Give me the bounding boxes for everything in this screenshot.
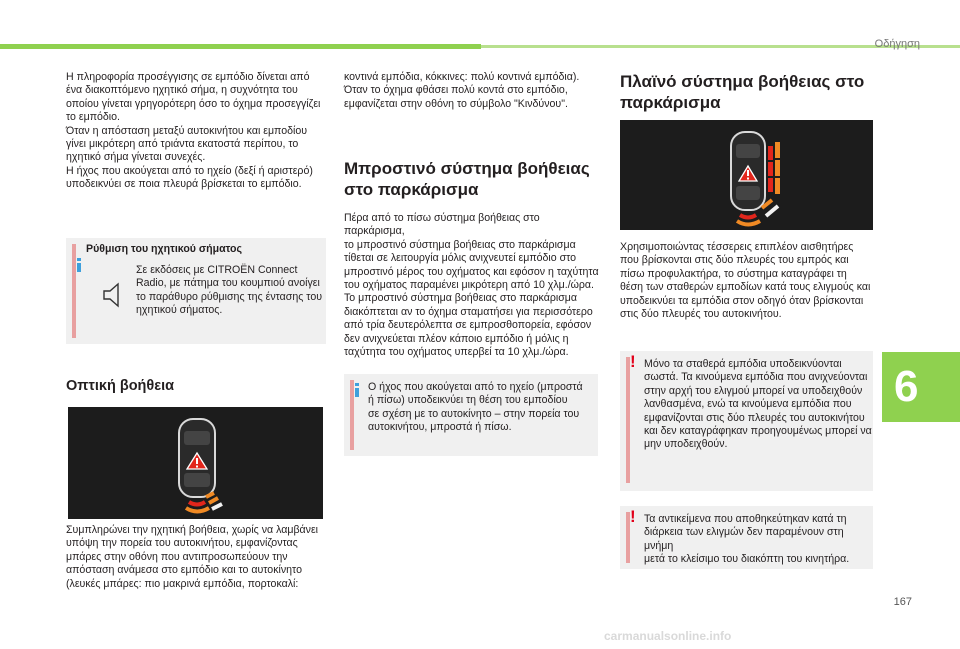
text-line: αυτοκινήτου, μπροστά ή πίσω. <box>368 421 512 434</box>
text-line: σε σχέση με το αυτοκίνητο – στην πορεία του <box>368 407 580 420</box>
car-side-sensors-illustration <box>620 120 873 230</box>
info-icon <box>351 383 363 397</box>
speaker-icon <box>102 282 124 308</box>
heading-line: Πλαϊνό σύστημα βοήθειας στο <box>620 72 865 91</box>
text-line: που βρίσκονται στις δύο πλευρές του εμπρός και <box>620 254 849 267</box>
text-line: σωστά. Τα κινούμενα εμπόδια που ανιχνεύονται <box>644 371 868 384</box>
col2-top <box>344 71 602 111</box>
col3-body <box>620 241 875 321</box>
text-line: εμφανίζεται στην οθόνη το σύμβολο "Κινδύνου". <box>344 97 568 110</box>
text-line: Σε εκδόσεις με CITROËN Connect <box>136 264 298 276</box>
info-icon <box>73 258 85 272</box>
text-line: διακόπτεται αν το όχημα σταματήσει για περισσότερο <box>344 305 593 318</box>
heading-line: στο παρκάρισμα <box>344 180 479 199</box>
text-line: μπροστινό μέρος του οχήματος και εφόσον η ταχύτητα <box>344 265 599 278</box>
chapter-tab: 6 <box>882 352 960 422</box>
text-line: γίνει μικρότερη από τριάντα εκατοστά περίπου, το <box>66 138 299 151</box>
warning-icon: ! <box>630 507 636 526</box>
text-line: εμφανίζονται στις δύο πλευρές του αυτοκινήτου <box>644 411 865 424</box>
speaker-position-note <box>344 374 598 456</box>
note-body <box>368 381 596 435</box>
text-line: στην αρχή του ελιγμού μπορεί να υποδειχθούν <box>644 384 863 397</box>
text-line: υποδεικνύει σε ποια πλευρά βρίσκεται το εμπόδιο. <box>66 178 302 191</box>
text-line: το εμπόδιο. <box>66 111 120 124</box>
text-line: Ο ήχος που ακούγεται από το ηχείο (μπροστά <box>368 381 583 393</box>
text-line: μπάρες στην οθόνη που αντιπροσωπεύουν την <box>66 550 288 563</box>
text-line: πίσω προφυλακτήρα, το σύστημα καταγράφει τη <box>620 267 847 280</box>
text-line: στις δύο πλευρές του αυτοκινήτου. <box>620 308 782 321</box>
car-rear-sensors-illustration <box>68 407 323 519</box>
text-line: του οχήματος παραμένει μικρότερη από 10 χλμ./ώρα. <box>344 279 595 292</box>
text-line: Χρησιμοποιώντας τέσσερεις επιπλέον αισθητήρες <box>620 241 854 253</box>
front-park-assist-heading <box>344 158 590 200</box>
page-number: 167 <box>893 596 912 608</box>
text-line: υπόψη την πορεία του αυτοκινήτου, εμφανίζοντας <box>66 537 298 550</box>
text-line: λανθασμένα, ενώ τα κινούμενα εμπόδια που <box>644 398 852 411</box>
text-line: ή πίσω) υποδεικνύει τη θέση του εμποδίου <box>368 394 568 407</box>
text-line: το παράθυρο ρύθμισης της έντασης του <box>136 290 323 303</box>
rear-parking-display-image <box>68 407 323 519</box>
col2-body <box>344 212 602 359</box>
note-body <box>136 264 326 318</box>
sound-setting-note <box>66 238 326 344</box>
text-line: απόσταση ανάμεσα στο εμπόδιο και το αυτοκίνητο <box>66 564 302 577</box>
text-line: μετά το κλείσιμο του διακόπτη του κινητήρα. <box>644 553 850 566</box>
text-line: ηχητικού σήματος. <box>136 304 223 317</box>
warning-body <box>644 358 872 452</box>
heading-line: παρκάρισμα <box>620 93 721 112</box>
text-line: Το μπροστινό σύστημα βοήθειας στο παρκάρισμα <box>344 292 577 305</box>
text-line: μην υποδειχθούν. <box>644 438 728 451</box>
text-line: ταχύτητα του οχήματος υπερβεί τα 10 χλμ./ώρα. <box>344 346 569 359</box>
text-line: Τα αντικείμενα που αποθηκεύτηκαν κατά τη <box>644 513 847 525</box>
text-line: ένα διακοπτόμενο ηχητικό σήμα, η συχνότητα του <box>66 84 298 97</box>
note-title: Ρύθμιση του ηχητικού σήματος <box>86 243 243 255</box>
text-line: Radio, με πάτημα του κουμπιού ανοίγει <box>136 277 320 290</box>
text-line: Μόνο τα σταθερά εμπόδια υποδεικνύονται <box>644 358 842 370</box>
text-line: θέση των σταθερών εμποδίων κατά τους ελιγμούς και <box>620 281 871 294</box>
text-line: Όταν η απόσταση μεταξύ αυτοκινήτου και εμποδίου <box>66 124 308 137</box>
text-line: το μπροστινό σύστημα βοήθειας στο παρκάρισμα <box>344 238 576 251</box>
note-side-bar <box>626 357 630 483</box>
moving-obstacles-warning <box>620 351 873 491</box>
text-line: Συμπληρώνει την ηχητική βοήθεια, χωρίς να λαμβάνει <box>66 524 319 536</box>
text-line: υποδεικνύει τα εμπόδια στον οδηγό όταν βρίσκονται <box>620 294 864 307</box>
warning-icon: ! <box>630 352 636 371</box>
text-line: και δεν καταγράφηκαν προηγουμένως μπορεί να <box>644 425 872 438</box>
footer-watermark: carmanualsonline.info <box>604 629 732 643</box>
heading-line: Μπροστινό σύστημα βοήθειας <box>344 159 590 178</box>
visual-aid-heading: Οπτική βοήθεια <box>66 378 175 394</box>
text-line: οποίου γίνεται γρηγορότερη όσο το όχημα προσεγγίζει <box>66 97 321 110</box>
text-line: από τρία δευτερόλεπτα σε εμπροσθοπορεία, εφόσον <box>344 319 592 332</box>
text-line: Όταν το όχημα φθάσει πολύ κοντά στο εμπόδιο, <box>344 84 568 97</box>
text-line: κοντινά εμπόδια, κόκκινες: πολύ κοντινά εμπόδια). <box>344 71 580 83</box>
text-line: διάρκεια των ελιγμών δεν παραμένουν στη μνήμη <box>644 526 844 552</box>
header-accent-bar <box>0 44 481 49</box>
section-title: Οδήγηση <box>874 38 920 50</box>
warning-body <box>644 513 872 567</box>
col1-intro <box>66 71 324 192</box>
text-line: τίθεται σε λειτουργία μόλις ανιχνευτεί εμπόδιο στο <box>344 252 577 265</box>
text-line: δεν ανιχνεύεται πλέον κάποιο εμπόδιο ή μόλις η <box>344 332 569 345</box>
side-park-assist-heading <box>620 71 864 113</box>
text-line: ηχητικό σήμα γίνεται συνεχές. <box>66 151 206 164</box>
text-line: Η ήχος που ακούγεται από το ηχείο (δεξί ή αριστερό) <box>66 164 313 177</box>
side-parking-display-image <box>620 120 873 230</box>
text-line: (λευκές μπάρες: πιο μακρινά εμπόδια, πορτοκαλί: <box>66 577 299 590</box>
col1-after <box>66 524 324 591</box>
memory-warning <box>620 506 873 569</box>
text-line: Η πληροφορία προσέγγισης σε εμπόδιο δίνεται από <box>66 71 310 83</box>
text-line: Πέρα από το πίσω σύστημα βοήθειας στο παρκάρισμα, <box>344 212 540 238</box>
